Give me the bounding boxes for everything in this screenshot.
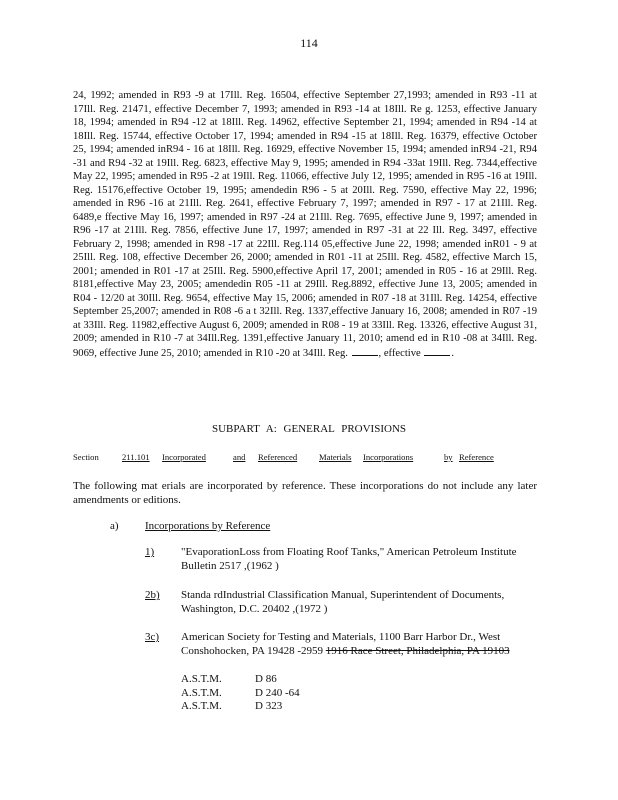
blank-register-page (352, 346, 378, 356)
section-label: Section (73, 452, 99, 462)
astm-label: A.S.T.M. (181, 673, 222, 685)
item-1-number: 1) (145, 546, 155, 558)
section-title-incorporations: Incorporations (363, 452, 414, 462)
section-title-and: and (233, 452, 246, 462)
item-2-text: Standa rdIndustrial Classification Manual, Superintendent of Documents, Washington, D.C. 20402 ,(1972 ) (181, 589, 505, 615)
item-3-text (181, 631, 531, 658)
section-title-reference: Reference (459, 452, 494, 462)
item-3-number: 3c) (145, 631, 160, 643)
astm-code: D 323 (255, 700, 283, 712)
section-title-materials: Materials (319, 452, 352, 462)
item-3-address: American Society for Testing and Materials, 1100 Barr Harbor Dr., West Conshohocken, PA 19428 -2959 (181, 631, 501, 657)
subsection-a-marker: a) (110, 520, 119, 532)
section-number: 211.101 (122, 452, 150, 462)
intro-paragraph: The following mat erials are incorporated by reference. These incorporations do not include any later amendments or editions. (73, 480, 537, 506)
section-title-incorporated: Incorporated (162, 452, 206, 462)
astm-label: A.S.T.M. (181, 686, 222, 699)
item-1-text: "EvaporationLoss from Floating Roof Tanks," American Petroleum Institute Bulletin 2517 ,(1962 ) (181, 546, 517, 572)
history-tail: effective (383, 347, 421, 359)
page-number: 114 (300, 36, 318, 50)
astm-label: A.S.T.M. (181, 700, 222, 712)
astm-code: D 240 -64 (255, 686, 300, 699)
blank-effective-date (424, 346, 450, 356)
history-text: 24, 1992; amended in R93 -9 at 17Ill. Reg. 16504, effective September 27,1993; amended in R93 -11 at 17Ill. Reg. 21471, effective December 7, 1993; amended in R93 -14 at 18Ill. Re g. 1253, effective January 18, 1994; amended in R94 -12 at 18Ill. Reg. 14962, effective September 21, 1994; amended in R94 -14 at 18Ill. Reg. 15744, effective October 17, 1994; amended in R94 -15 at 18Ill. Reg. 16379, effective October 25, 1994; amended inR94 - 16 at 18Ill. Reg. 16929, effective November 15, 1994; amended inR94 -21, R94 -31 and R94 -32 at 19Ill. Reg. 6823, effective May 9, 1995; amended in R94 -33at 19Ill. Reg. 7344,effective May 22, 1995; amended in R95 -2 at 19Ill. Reg. 11066, effective July 12, 1995; amended in R95 -16 at 19Ill. Reg. 15176,effective October 19, 1995; amendedin R96 - 5 at 20Ill. Reg. 7590, effective May 22, 1996; amended in R96 -16 at 21Ill. Reg. 2641, effective February 7, 1997; amended in R97 - 17 at 21Ill. Reg. 6489,e ffective May 16, 1997; amended in R97 -24 at 21Ill. Reg. 7695, effective June 9, 1997; amended in R96 -17 at 21Ill. Reg. 7856, effective June 17, 1997; amended in R97 -31 at 22 Ill. Reg. 3497, effective February 2, 1998; amended in R98 -17 at 22Ill. Reg.114 05,effective June 22, 1998; amended inR01 - 9 at 25Ill. Reg. 108, effective December 26, 2000; amended in R01 -11 at 25Ill. Reg. 4582, effective March 15, 2001; amended in R01 -17 at 25Ill. Reg. 5900,effective April 17, 2001; amended in R05 - 16 at 29Ill. Reg. 8181,effective May 23, 2005; amendedin R05 -11 at 29Ill. Reg.8892, effective June 13, 2005; amended in R04 - 12/20 at 30Ill. Reg. 9654, effective May 15, 2006; amended in R07 -18 at 31Ill. Reg. 14254, effective September 25,2007; amended in R08 -6 a t 32Ill. Reg. 1337,effective January 16, 2008; amended in R07 -19 at 33Ill. Reg. 11982,effective August 6, 2009; amended in R08 - 19 at 33Ill. Reg. 13326, effective August 31, 2009; amended in R10 -7 at 34Ill.Reg. 1391,effective January 11, 2010; amend ed in R10 -08 at 34Ill. Reg. 9069, effective June 25, 2010; amended in R10 -20 at 34Ill. Reg. (73, 90, 537, 359)
subsection-a-heading: Incorporations by Reference (145, 520, 271, 532)
section-title-by: by (444, 452, 453, 462)
section-title-referenced: Referenced (258, 452, 298, 462)
subpart-heading: SUBPART A: GENERAL PROVISIONS (212, 423, 406, 435)
item-3-struck-address: 1916 Race Street, Philadelphia, PA 19103 (325, 644, 510, 657)
astm-code: D 86 (255, 673, 277, 685)
history-note: 24, 1992; amended in R93 -9 at 17Ill. Reg. 16504, effective September 27,1993; amended in R93 -11 at 17Ill. Reg. 21471, effective December 7, 1993; amended in R93 -14 at 18Ill. Re g. 1253, effective January 18, 1994; amended in R94 -12 at 18Ill. Reg. 14962, effective September 21, 1994; amended in R94 -14 at 18Ill. Reg. 15744, effective October 17, 1994; amended in R94 -15 at 18Ill. Reg. 16379, effective October 25, 1994; amended inR94 - 16 at 18Ill. Reg. 16929, effective November 15, 1994; amended inR94 -21, R94 -31 and R94 -32 at 19Ill. Reg. 6823, effective May 9, 1995; amended in R94 -33at 19Ill. Reg. 7344,effective May 22, 1995; amended in R95 -2 at 19Ill. Reg. 11066, effective July 12, 1995; amended in R95 -16 at 19Ill. Reg. 15176,effective October 19, 1995; amendedin R96 - 5 at 20Ill. Reg. 7590, effective May 22, 1996; amended in R96 -16 at 21Ill. Reg. 2641, effective February 7, 1997; amended in R97 - 17 at 21Ill. Reg. 6489,e ffective May 16, 1997; amended in R97 -24 at 21Ill. Reg. 7695, effective June 9, 1997; amended in R96 -17 at 21Ill. Reg. 7856, effective June 17, 1997; amended in R97 -31 at 22 Ill. Reg. 3497, effective February 2, 1998; amended in R98 -17 at 22Ill. Reg.114 05,effective June 22, 1998; amended inR01 - 9 at 25Ill. Reg. 108, effective December 26, 2000; amended in R01 -11 at 25Ill. Reg. 4582, effective March 15, 2001; amended in R01 -17 at 25Ill. Reg. 5900,effective April 17, 2001; amended in R05 - 16 at 29Ill. Reg. 8181,effective May 23, 2005; amendedin R05 -11 at 29Ill. Reg.8892, effective June 13, 2005; amended in R04 - 12/20 at 30Ill. Reg. 9654, effective May 15, 2006; amended in R07 -18 at 31Ill. Reg. 14254, effective September 25,2007; amended in R08 -6 a t 32Ill. Reg. 1337,effective January 16, 2008; amended in R07 -19 at 33Ill. Reg. 11982,effective August 6, 2009; amended in R08 - 19 at 33Ill. Reg. 13326, effective August 31, 2009; amended in R10 -7 at 34Ill.Reg. 1391,effective January 11, 2010; amend ed in R10 -08 at 34Ill. Reg. 9069, effective June 25, 2010; amended in R10 -20 at 34Ill. Reg. , effective . (73, 90, 537, 359)
item-2-number: 2b) (145, 589, 160, 601)
